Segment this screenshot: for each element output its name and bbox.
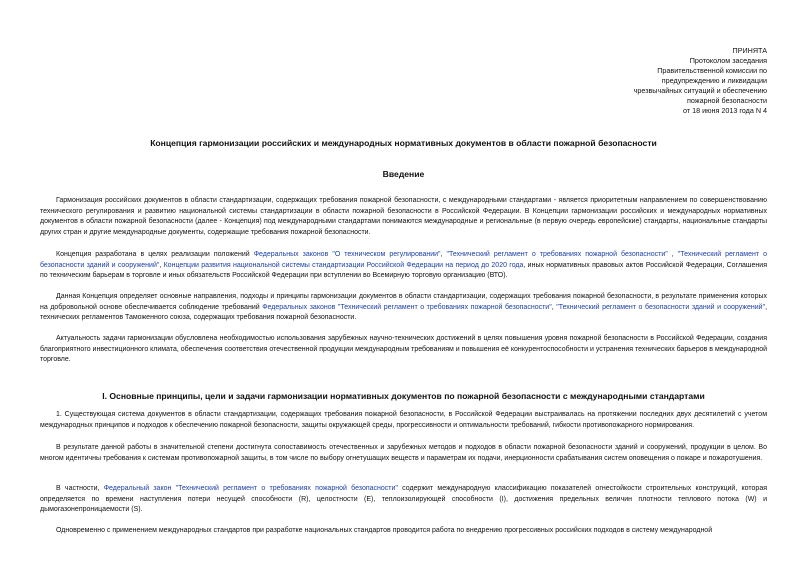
approval-line: ПРИНЯТА xyxy=(732,46,767,55)
paragraph-concept-purpose xyxy=(40,250,767,282)
concept-link-standardization-2020[interactable]: Концепции развития национальной системы стандартизации Российской Федерации на период до 2020 года xyxy=(163,261,524,269)
approval-line: чрезвычайных ситуаций и обеспечению xyxy=(633,86,767,95)
paragraph-concept-directions xyxy=(40,292,767,324)
law-link-fire-safety-regulation[interactable]: Федеральный закон "Технический регламент о требованиях пожарной безопасности" xyxy=(103,485,398,492)
text-span: В частности, xyxy=(56,485,104,492)
law-link-buildings-safety-regulation[interactable]: "Технический регламент о безопасности зданий и сооружений" xyxy=(556,303,766,311)
law-link-fire-safety-regulation[interactable]: Федеральных законов "Технический регламент о требованиях пожарной безопасности" xyxy=(262,303,552,311)
law-link-technical-regulation[interactable]: Федеральных законов "О техническом регулировании" xyxy=(253,251,441,258)
text-span: , иных нормативных правовых актов Российской Федерации, Соглашения по техническим барьерам в торговле и иных обязательств Российской Федерации при вступлении во Всемирную торговую организацию (ВТО). xyxy=(40,261,767,280)
text-span: Данная Концепция определяет основные направления, подходы и принципы гармонизации документов в области стандартизации, содержащих требования пожарной безопасности, в результате применения которых на добровольной основе обеспечивается соблюдение требований xyxy=(40,293,767,311)
text-span: содержит международную классификацию показателей огнестойкости строительных конструкций, которая определяется по времени наступления потери несущей способности (R), целостности (E), теплоизолирующей способности (I), достижения предельных величин плотности теплового потока (W) и дымогазонепроницаемости (S). xyxy=(40,485,768,514)
paragraph-relevance: Актуальность задачи гармонизации обусловлена необходимостью использования зарубежных научно-технических достижений в целях повышения уровня пожарной безопасности в Российской Федерации, создания благоприятного инвестиционного климата, обеспечения соответствия отечественной продукции международным требованиям и повышения её конкурентоспособности и устранения технических барьеров в международной торговле. xyxy=(40,335,767,364)
law-link-buildings-safety-regulation[interactable]: "Технический регламент о безопасности зданий и сооружений" xyxy=(40,251,768,269)
text-span: , xyxy=(667,251,678,258)
paragraph-international-standards: Одновременно с применением международных стандартов при разработке национальных стандартов проводится работа по внедрению прогрессивных российских подходов в систему международной xyxy=(56,527,713,534)
approval-line: Протоколом заседания xyxy=(689,56,767,65)
text-span: , технических регламентов Таможенного союза, содержащих требования пожарной безопасности. xyxy=(40,303,768,322)
law-link-fire-safety-regulation[interactable]: "Технический регламент о требованиях пожарной безопасности" xyxy=(446,251,668,258)
paragraph-fire-resistance xyxy=(40,484,767,516)
approval-line: предупреждению и ликвидации xyxy=(661,76,767,85)
text-span: Концепция разработана в целях реализации положений xyxy=(56,251,254,258)
section-heading: I. Основные принципы, цели и задачи гармонизации нормативных документов по пожарной безопасности с международными стандартами xyxy=(102,391,705,401)
approval-block xyxy=(567,46,767,116)
text-span: , xyxy=(440,251,447,258)
text-span: , xyxy=(551,303,557,311)
text-span: , xyxy=(159,261,164,269)
introduction-heading: Введение xyxy=(382,169,425,179)
approval-line: Правительственной комиссии по xyxy=(657,66,767,75)
approval-line: пожарной безопасности xyxy=(686,96,767,105)
document-title: Концепция гармонизации российских и международных нормативных документов в области пожарной безопасности xyxy=(150,138,657,148)
paragraph-existing-system: 1. Существующая система документов в области стандартизации, содержащих требования пожарной безопасности, в Российской Федерации выстраивалась на протяжении последних двух десятилетий с учетом международных принципов и подходов к обеспечению пожарной безопасности, защиты окружающей среды, прогрессивности и оптимальности требований, гибкости противопожарного нормирования. xyxy=(40,411,767,429)
approval-line: от 18 июня 2013 года N 4 xyxy=(682,106,767,115)
paragraph-harmonization: Гармонизация российских документов в области стандартизации, содержащих требования пожарной безопасности, с международными стандартами - является приоритетным направлением по совершенствованию технического регулирования и развитию национальной системы стандартизации в области пожарной безопасности в Российской Федерации. В Концепции гармонизации российских и международных нормативных документов в области пожарной безопасности (далее - Концепция) под международными стандартами понимаются международные и региональные (в первую очередь европейские) стандарты, национальные стандарты других стран и другие международные документы, содержащие требования пожарной безопасности. xyxy=(40,197,767,237)
paragraph-results: В результате данной работы в значительной степени достигнута сопоставимость отечественных и зарубежных методов и подходов в области пожарной безопасности зданий и сооружений, продукции в целом. Во многом идентичны требования к системам противопожарной защиты, в том числе по выбору огнетушащих веществ и параметрам их подачи, инерционности срабатывания систем оповещения о пожаре и пожаротушения. xyxy=(40,444,767,462)
